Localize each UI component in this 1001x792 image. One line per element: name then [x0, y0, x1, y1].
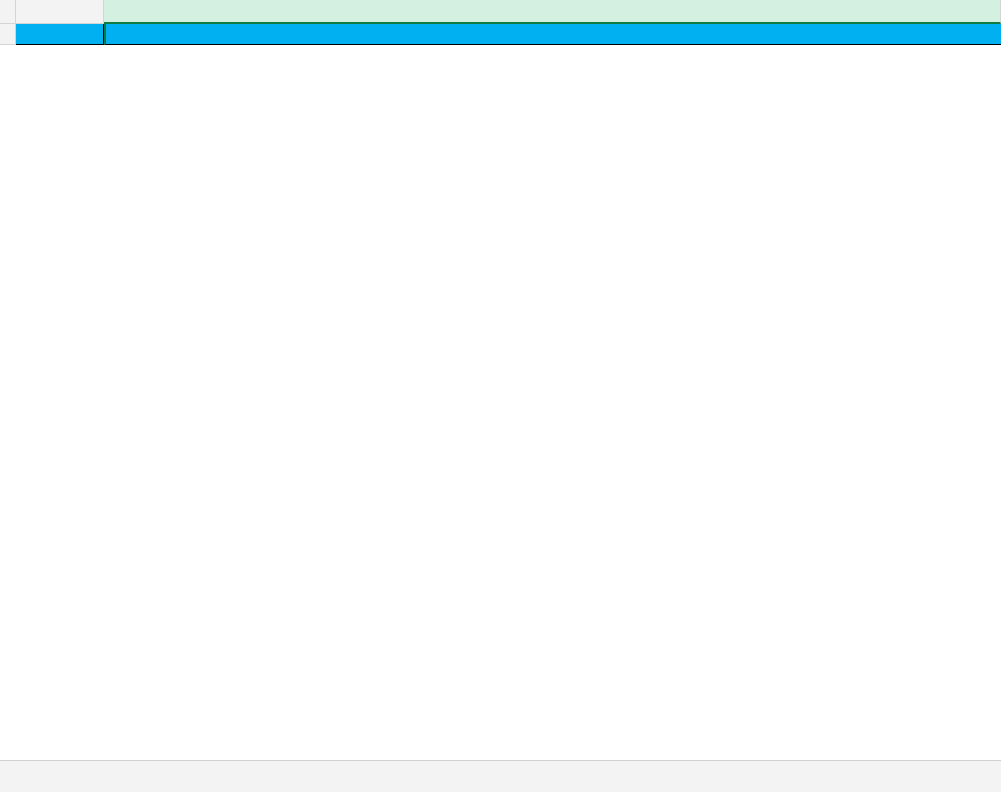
header-cell-quoi[interactable]	[104, 24, 1001, 45]
column-header-a[interactable]	[16, 0, 104, 24]
row-number[interactable]	[0, 24, 16, 45]
header-cell-quand[interactable]	[16, 24, 104, 45]
column-header-b[interactable]	[104, 0, 1001, 24]
sheet-tab-bar	[0, 760, 1001, 792]
header-row	[0, 24, 1001, 45]
select-all-corner[interactable]	[0, 0, 16, 24]
